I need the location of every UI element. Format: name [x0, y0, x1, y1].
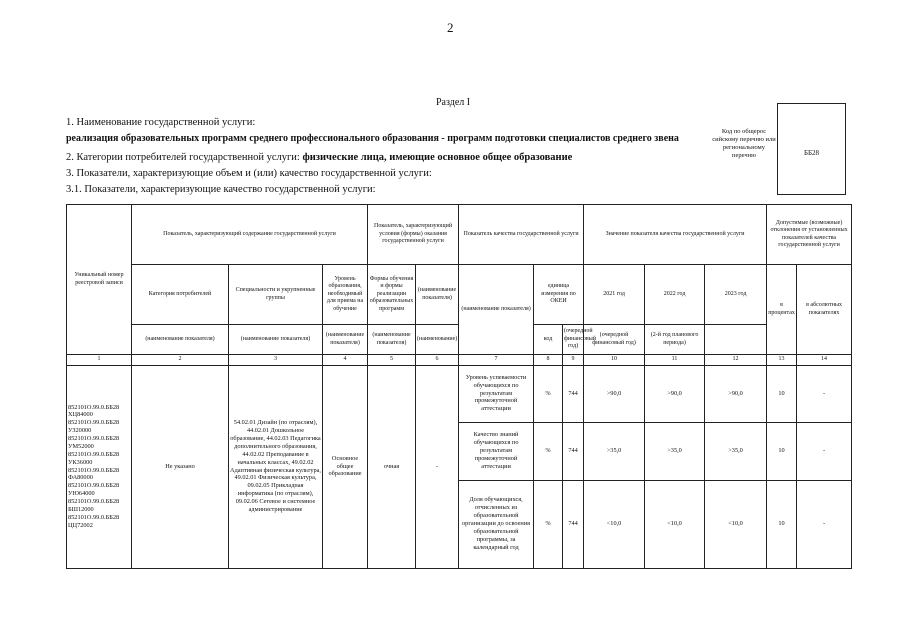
- subheader-2022: 2022 год: [645, 265, 705, 325]
- subheader-year1: (очередной финансовый год): [563, 325, 584, 355]
- code-cell: 744: [563, 365, 584, 422]
- column-number: 8: [534, 355, 563, 366]
- indicators-heading: 3. Показатели, характеризующие объем и (или) качество государственной услуги:: [66, 168, 432, 179]
- column-number-row: [67, 355, 852, 366]
- column-number: 3: [229, 355, 323, 366]
- subheader-forms: Формы обучения и формы реализации образовательных программ: [368, 265, 416, 325]
- absolute-cell: -: [797, 480, 852, 568]
- level-cell: Основное общее образование: [323, 365, 368, 568]
- subheader-year3: (2-й год планового периода): [645, 325, 705, 355]
- column-number: 12: [705, 355, 767, 366]
- subheader-name-2: (наименование показателя): [132, 325, 229, 355]
- subheader-2023: 2023 год: [705, 265, 767, 325]
- value-2021-cell: >35,0: [584, 422, 645, 480]
- table-subheader-row: [67, 265, 852, 325]
- subheader-level: Уровень образования, необходимый для приема на обучение: [323, 265, 368, 325]
- subheader-category: Категория потребителей: [132, 265, 229, 325]
- code-cell: 744: [563, 422, 584, 480]
- column-number: 7: [459, 355, 534, 366]
- absolute-cell: -: [797, 422, 852, 480]
- column-number: 4: [323, 355, 368, 366]
- category-cell: Не указано: [132, 365, 229, 568]
- column-number: 1: [67, 355, 132, 366]
- column-number: 13: [767, 355, 797, 366]
- quality-heading: 3.1. Показатели, характеризующие качество государственной услуги:: [66, 184, 376, 195]
- section-title: Раздел I: [436, 97, 471, 108]
- subheader-name-4: (наименование показателя): [323, 325, 368, 355]
- value-2023-cell: >90,0: [705, 365, 767, 422]
- subheader-year2: (очередной финансовый год): [584, 325, 645, 355]
- unit-cell: %: [534, 480, 563, 568]
- indicator-cell: Качество знаний обучающихся по результатам промежуточной аттестации: [459, 422, 534, 480]
- subheader-unit-name: (наименование): [416, 325, 459, 355]
- subheader-indicator: (наименование показателя): [459, 265, 534, 355]
- service-name-label: 1. Наименование государственной услуги:: [66, 117, 256, 128]
- value-2021-cell: <10,0: [584, 480, 645, 568]
- percent-cell: 10: [767, 422, 797, 480]
- column-number: 6: [416, 355, 459, 366]
- table-header-row: [67, 205, 852, 265]
- header-conditions: Показатель, характеризующий условия (формы) оказания государственной услуги: [368, 205, 459, 265]
- column-number: 11: [645, 355, 705, 366]
- header-content: Показатель, характеризующий содержание государственной услуги: [132, 205, 368, 265]
- quality-table: [66, 204, 852, 569]
- indicator-cell: Уровень успеваемости обучающихся по результатам промежуточной аттестации: [459, 365, 534, 422]
- column-number: 14: [797, 355, 852, 366]
- header-registry: Уникальный номер реестровой записи: [67, 205, 132, 355]
- percent-cell: 10: [767, 480, 797, 568]
- value-2021-cell: >90,0: [584, 365, 645, 422]
- subheader-unit: единица измерения по ОКЕИ: [534, 265, 584, 325]
- consumers-line: [66, 152, 572, 163]
- column-number: 10: [584, 355, 645, 366]
- column-number: 9: [563, 355, 584, 366]
- subheader-percent: в процентах: [767, 265, 797, 355]
- registry-numbers-cell: 852101О.99.0.ББ28 ХЦ84000 852101О.99.0.ББ28 УЗ20000 852101О.99.0.ББ28 УМ52000 852101О.99.0.ББ28 УК36000 852101О.99.0.ББ28 ФА80000 852101О.99.0.ББ28 УЮ64000 852101О.99.0.ББ28 БШ12000 852101О.99.0.ББ28 ЦЦ72002: [67, 365, 132, 568]
- header-values: Значение показателя качества государственной услуги: [584, 205, 767, 265]
- header-deviation: Допустимые (возможные) отклонения от установленных показателей качества государственной услуги: [767, 205, 852, 265]
- consumers-label: 2. Категории потребителей государственной услуги:: [66, 152, 303, 163]
- header-quality: Показатель качества государственной услуги: [459, 205, 584, 265]
- registry-code-note: Код по общерос сийскому перечню или региональному перечню: [712, 128, 776, 160]
- page-number: 2: [447, 20, 454, 35]
- subheader-2021: 2021 год: [584, 265, 645, 325]
- value-2022-cell: <10,0: [645, 480, 705, 568]
- unit-cell: %: [534, 422, 563, 480]
- subheader-name-5: (наименование показателя): [368, 325, 416, 355]
- consumers-value: физические лица, имеющие основное общее образование: [302, 152, 573, 163]
- specialties-cell: 54.02.01 Дизайн (по отраслям), 44.02.01 Дошкольное образование, 44.02.03 Педагогика дополнительного образования, 44.02.02 Преподавание в начальных классах, 49.02.02 Адаптивная физическая культура, 49.02.01 Физическая культура, 09.02.05 Прикладная информатика (по отраслям), 09.02.06 Сетевое и системное администрирование: [229, 365, 323, 568]
- service-name-value: реализация образовательных программ среднего профессионального образования - программ подготовки специалистов среднего звена: [66, 133, 679, 144]
- column-number: 2: [132, 355, 229, 366]
- code-cell: 744: [563, 480, 584, 568]
- form-cell: очная: [368, 365, 416, 568]
- value-2023-cell: >35,0: [705, 422, 767, 480]
- percent-cell: 10: [767, 365, 797, 422]
- table-row: [67, 365, 852, 422]
- value-2022-cell: >35,0: [645, 422, 705, 480]
- value-2023-cell: <10,0: [705, 480, 767, 568]
- unit-cell: %: [534, 365, 563, 422]
- subheader-specialties: Специальности и укрупненные группы: [229, 265, 323, 325]
- indicator-cell: Доля обучающихся, отчисленных из образовательной организации до освоения образовательной программы, за календарный год: [459, 480, 534, 568]
- absolute-cell: -: [797, 365, 852, 422]
- column-number: 5: [368, 355, 416, 366]
- registry-code-box: [777, 103, 846, 195]
- subheader-name-indicator: (наименование показателя): [416, 265, 459, 325]
- value-2022-cell: >90,0: [645, 365, 705, 422]
- column6-cell: -: [416, 365, 459, 568]
- subheader-name-3: (наименование показателя): [229, 325, 323, 355]
- subheader-absolute: в абсолютных показателях: [797, 265, 852, 355]
- registry-code-value: ББ28: [803, 149, 820, 157]
- subheader-code: код: [534, 325, 563, 355]
